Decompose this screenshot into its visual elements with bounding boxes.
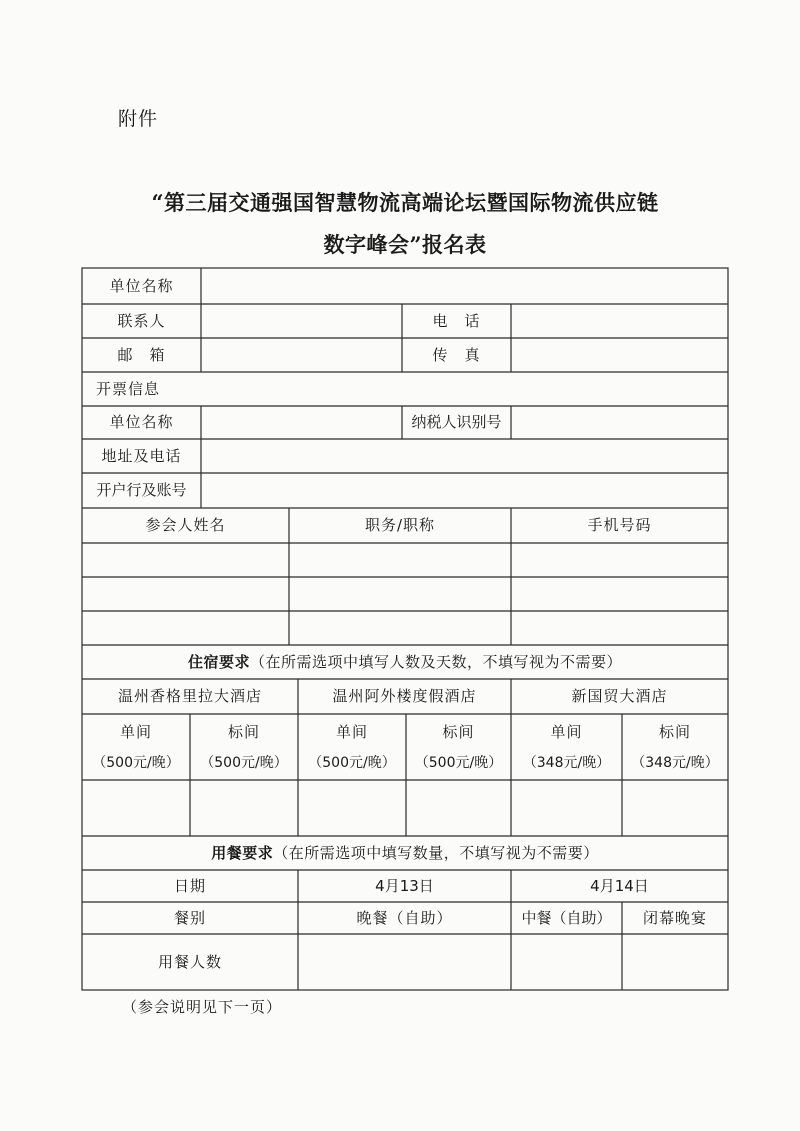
meal-heading: 用餐要求	[211, 843, 274, 862]
address-phone-field[interactable]	[201, 439, 728, 473]
room-count-field[interactable]	[622, 780, 728, 836]
label-phone: 电 话	[432, 311, 481, 330]
room-price: （348元/晚）	[631, 755, 719, 771]
room-count-field[interactable]	[511, 780, 622, 836]
label-invoice-unit-name: 单位名称	[109, 413, 174, 431]
contact-field[interactable]	[201, 304, 402, 338]
room-type-label: 单间	[550, 722, 583, 741]
label-fax: 传 真	[432, 345, 481, 364]
dinner-count-field[interactable]	[298, 934, 511, 990]
meal-lunch-buffet: 中餐（自助）	[521, 908, 612, 927]
attendee-name-field[interactable]	[82, 577, 289, 611]
form-title-line2: 数字峰会”报名表	[323, 232, 487, 257]
label-meal-type: 餐别	[173, 908, 206, 927]
attendee-name-field[interactable]	[82, 611, 289, 645]
date-apr-13: 4月13日	[375, 876, 434, 895]
room-count-field[interactable]	[298, 780, 406, 836]
room-price: （500元/晚）	[200, 755, 288, 771]
hotel-awailou: 温州阿外楼度假酒店	[332, 687, 477, 705]
attendee-name-field[interactable]	[82, 543, 289, 577]
room-type-label: 标间	[227, 722, 260, 741]
room-count-field[interactable]	[406, 780, 511, 836]
room-price: （500元/晚）	[414, 755, 503, 771]
unit-name-field[interactable]	[201, 268, 728, 304]
label-date: 日期	[173, 876, 206, 895]
accommodation-heading: 住宿要求	[187, 652, 250, 671]
meal-closing-banquet: 闭幕晚宴	[642, 908, 707, 927]
room-price: （500元/晚）	[92, 755, 180, 771]
phone-field[interactable]	[511, 304, 728, 338]
meal-dinner-buffet: 晚餐（自助）	[356, 908, 453, 927]
invoice-unit-name-field[interactable]	[201, 406, 402, 439]
fax-field[interactable]	[511, 338, 728, 372]
attendee-title-field[interactable]	[289, 577, 511, 611]
label-meal-count: 用餐人数	[157, 952, 222, 971]
room-type-label: 单间	[119, 722, 152, 741]
banquet-count-field[interactable]	[622, 934, 728, 990]
hotel-shangri-la: 温州香格里拉大酒店	[117, 687, 262, 705]
lunch-count-field[interactable]	[511, 934, 622, 990]
label-address-phone: 地址及电话	[101, 446, 182, 465]
room-type-label: 标间	[442, 722, 475, 741]
label-email: 邮 箱	[117, 345, 166, 364]
attendee-title-field[interactable]	[289, 543, 511, 577]
taxpayer-id-field[interactable]	[511, 406, 728, 439]
label-contact: 联系人	[117, 311, 166, 330]
footer-note: （参会说明见下一页）	[122, 998, 283, 1016]
attendee-mobile-field[interactable]	[511, 611, 728, 645]
date-apr-14: 4月14日	[590, 876, 649, 895]
attendee-mobile-field[interactable]	[511, 543, 728, 577]
room-count-field[interactable]	[82, 780, 190, 836]
accommodation-heading-row	[82, 645, 728, 679]
accommodation-note: （在所需选项中填写人数及天数，不填写视为不需要）	[250, 652, 623, 671]
attendee-title-field[interactable]	[289, 611, 511, 645]
label-unit-name: 单位名称	[109, 276, 174, 295]
room-type-label: 单间	[335, 722, 368, 741]
col-attendee-name: 参会人姓名	[145, 516, 226, 534]
hotel-new-guomao: 新国贸大酒店	[571, 687, 668, 705]
invoice-info-heading: 开票信息	[96, 379, 161, 398]
email-field[interactable]	[201, 338, 402, 372]
col-title-position: 职务/职称	[364, 516, 436, 534]
attachment-label: 附件	[118, 108, 159, 130]
room-price: （348元/晚）	[522, 755, 611, 771]
room-price: （500元/晚）	[308, 755, 396, 771]
room-type-label: 标间	[658, 722, 691, 741]
room-count-field[interactable]	[190, 780, 298, 836]
col-mobile: 手机号码	[587, 516, 652, 534]
meal-heading-row	[82, 836, 728, 870]
label-bank-account: 开户行及账号	[96, 481, 187, 499]
bank-account-field[interactable]	[201, 473, 728, 508]
attendee-mobile-field[interactable]	[511, 577, 728, 611]
form-title-line1: “第三届交通强国智慧物流高端论坛暨国际物流供应链	[151, 190, 659, 215]
meal-note: （在所需选项中填写数量，不填写视为不需要）	[273, 843, 599, 862]
label-taxpayer-id: 纳税人识别号	[411, 413, 502, 431]
